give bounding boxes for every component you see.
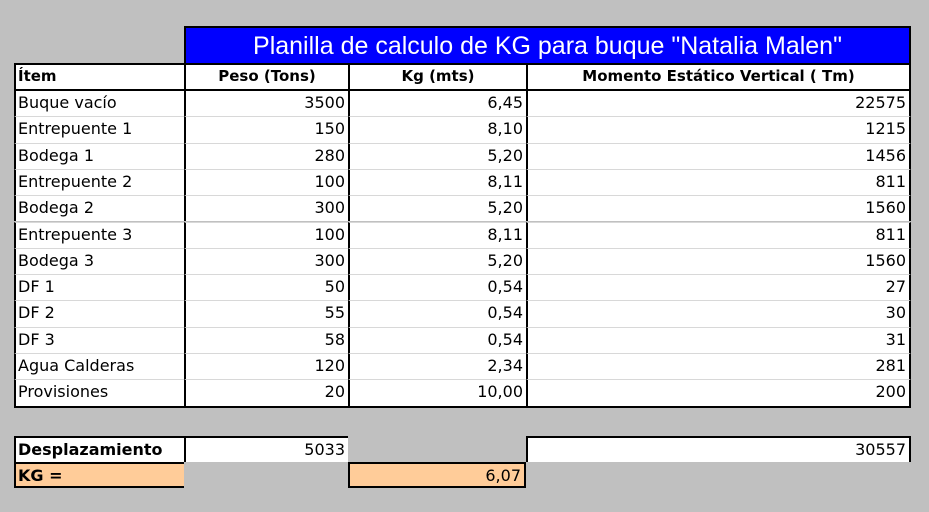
- cell-momento[interactable]: 22575: [526, 90, 911, 116]
- cell-peso[interactable]: 100: [184, 222, 348, 248]
- header-top-border: [14, 63, 911, 65]
- cell-kg[interactable]: 6,45: [348, 90, 526, 116]
- cell-peso[interactable]: 280: [184, 143, 348, 169]
- cell-kg[interactable]: 2,34: [348, 353, 526, 379]
- table-bottom-border: [14, 406, 911, 408]
- kg-label[interactable]: KG =: [14, 462, 184, 488]
- cell-kg[interactable]: 10,00: [348, 379, 526, 405]
- header-bottom-border: [14, 89, 911, 91]
- cell-item[interactable]: Bodega 3: [14, 248, 184, 274]
- cell-item[interactable]: Entrepuente 3: [14, 222, 184, 248]
- cell-peso[interactable]: 20: [184, 379, 348, 405]
- cell-item[interactable]: Buque vacío: [14, 90, 184, 116]
- cell-kg[interactable]: 0,54: [348, 274, 526, 300]
- cell-kg[interactable]: 0,54: [348, 327, 526, 353]
- cell-kg[interactable]: 8,10: [348, 116, 526, 142]
- cell-momento[interactable]: 31: [526, 327, 911, 353]
- cell-peso[interactable]: 3500: [184, 90, 348, 116]
- cell-momento[interactable]: 811: [526, 222, 911, 248]
- cell-peso[interactable]: 300: [184, 248, 348, 274]
- cell-peso[interactable]: 55: [184, 300, 348, 326]
- desplazamiento-peso[interactable]: 5033: [184, 436, 348, 462]
- cell-kg[interactable]: 8,11: [348, 169, 526, 195]
- cell-item[interactable]: DF 2: [14, 300, 184, 326]
- desplazamiento-momento[interactable]: 30557: [526, 436, 911, 462]
- cell-momento[interactable]: 281: [526, 353, 911, 379]
- cell-item[interactable]: Entrepuente 1: [14, 116, 184, 142]
- cell-kg[interactable]: 5,20: [348, 143, 526, 169]
- cell-momento[interactable]: 1456: [526, 143, 911, 169]
- cell-momento[interactable]: 811: [526, 169, 911, 195]
- cell-momento[interactable]: 30: [526, 300, 911, 326]
- header-kg[interactable]: Kg (mts): [348, 64, 526, 90]
- cell-item[interactable]: Entrepuente 2: [14, 169, 184, 195]
- cell-item[interactable]: Bodega 1: [14, 143, 184, 169]
- cell-item[interactable]: Agua Calderas: [14, 353, 184, 379]
- kg-value[interactable]: 6,07: [348, 462, 526, 488]
- cell-momento[interactable]: 1560: [526, 195, 911, 221]
- cell-item[interactable]: DF 1: [14, 274, 184, 300]
- cell-momento[interactable]: 1215: [526, 116, 911, 142]
- header-peso[interactable]: Peso (Tons): [184, 64, 348, 90]
- cell-peso[interactable]: 120: [184, 353, 348, 379]
- cell-momento[interactable]: 1560: [526, 248, 911, 274]
- cell-momento[interactable]: 200: [526, 379, 911, 405]
- cell-kg[interactable]: 8,11: [348, 222, 526, 248]
- cell-item[interactable]: Bodega 2: [14, 195, 184, 221]
- cell-item[interactable]: Provisiones: [14, 379, 184, 405]
- cell-peso[interactable]: 300: [184, 195, 348, 221]
- cell-kg[interactable]: 5,20: [348, 195, 526, 221]
- cell-momento[interactable]: 27: [526, 274, 911, 300]
- cell-kg[interactable]: 5,20: [348, 248, 526, 274]
- cell-peso[interactable]: 58: [184, 327, 348, 353]
- desplazamiento-label[interactable]: Desplazamiento: [14, 436, 184, 462]
- cell-peso[interactable]: 100: [184, 169, 348, 195]
- cell-peso[interactable]: 50: [184, 274, 348, 300]
- cell-peso[interactable]: 150: [184, 116, 348, 142]
- header-item[interactable]: Ítem: [14, 64, 184, 90]
- cell-kg[interactable]: 0,54: [348, 300, 526, 326]
- header-momento[interactable]: Momento Estático Vertical ( Tm): [526, 64, 911, 90]
- sheet-title[interactable]: Planilla de calculo de KG para buque "Natalia Malen": [184, 26, 911, 64]
- cell-item[interactable]: DF 3: [14, 327, 184, 353]
